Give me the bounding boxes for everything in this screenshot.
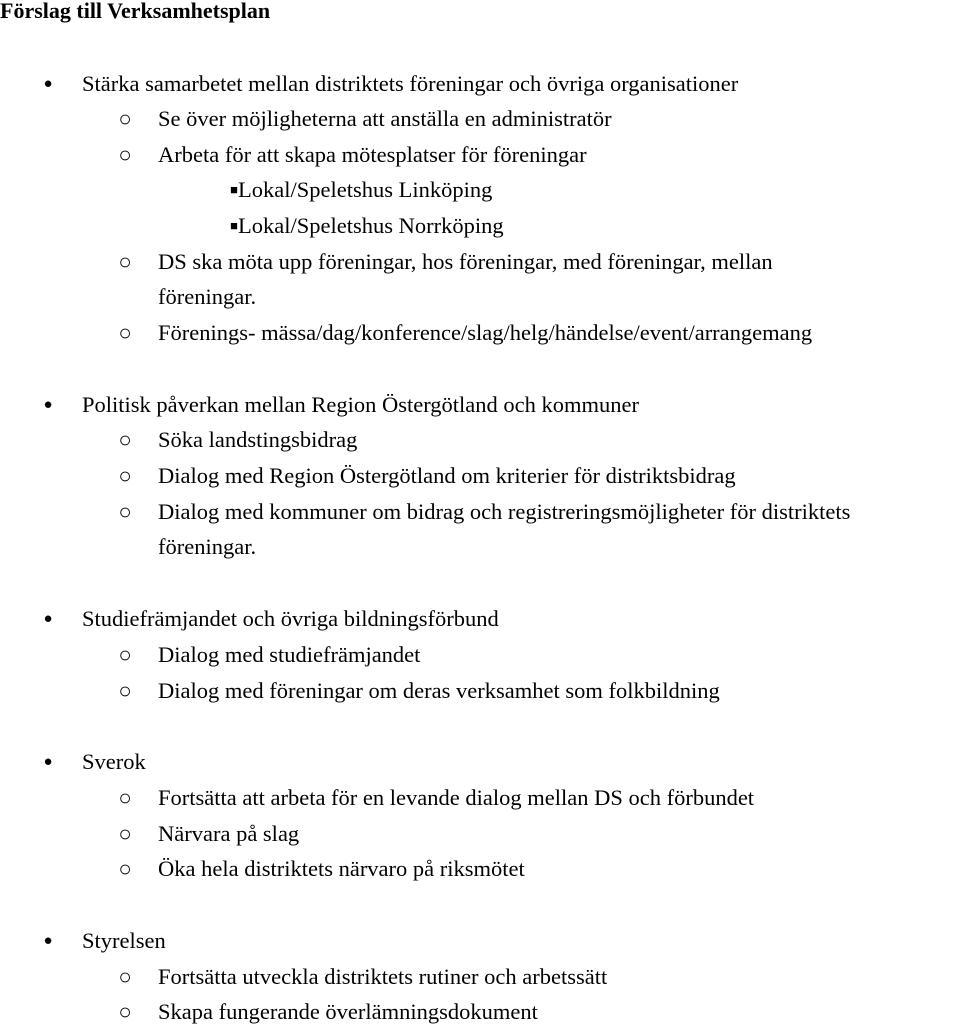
square-bullet-icon: ■ xyxy=(230,182,238,197)
hollow-bullet-icon: ○ xyxy=(118,999,132,1024)
hollow-bullet-icon: ○ xyxy=(118,785,132,810)
sub-list-item-text: Lokal/Speletshus Norrköping xyxy=(238,213,504,238)
section-heading-text: Styrelsen xyxy=(82,928,166,953)
list-item-text: Se över möjligheterna att anställa en administratör xyxy=(158,106,612,131)
list-item-text: Förenings- mässa/dag/konference/slag/helg/händelse/event/arrangemang xyxy=(158,320,813,345)
hollow-bullet-icon: ○ xyxy=(118,964,132,989)
list-item-text: Dialog med studiefrämjandet xyxy=(158,642,421,667)
hollow-bullet-icon: ○ xyxy=(118,642,132,667)
filled-bullet-icon: ● xyxy=(43,611,53,627)
list-item-text: Dialog med kommuner om bidrag och registreringsmöjligheter för distriktets xyxy=(158,499,851,524)
hollow-bullet-icon: ○ xyxy=(118,856,132,881)
section-heading-text: Studiefrämjandet och övriga bildningsförbund xyxy=(82,606,499,631)
list-item-continuation-text: föreningar. xyxy=(158,284,257,309)
list-item-text: Skapa fungerande överlämningsdokument xyxy=(158,999,538,1024)
hollow-bullet-icon: ○ xyxy=(118,463,132,488)
list-item-text: Närvara på slag xyxy=(158,821,300,846)
page-title: Förslag till Verksamhetsplan xyxy=(0,0,271,23)
list-item-text: Öka hela distriktets närvaro på riksmötet xyxy=(158,856,525,881)
square-bullet-icon: ■ xyxy=(230,218,238,233)
list-item-text: Fortsätta utveckla distriktets rutiner och arbetssätt xyxy=(158,964,608,989)
section-heading-text: Stärka samarbetet mellan distriktets föreningar och övriga organisationer xyxy=(82,71,739,96)
list-item-text: Dialog med Region Östergötland om kriterier för distriktsbidrag xyxy=(158,463,736,488)
list-item-text: DS ska möta upp föreningar, hos föreningar, med föreningar, mellan xyxy=(158,249,773,274)
hollow-bullet-icon: ○ xyxy=(118,320,132,345)
filled-bullet-icon: ● xyxy=(43,397,53,413)
list-item-continuation-text: föreningar. xyxy=(158,534,257,559)
hollow-bullet-icon: ○ xyxy=(118,106,132,131)
hollow-bullet-icon: ○ xyxy=(118,142,132,167)
list-item-text: Söka landstingsbidrag xyxy=(158,427,358,452)
hollow-bullet-icon: ○ xyxy=(118,249,132,274)
hollow-bullet-icon: ○ xyxy=(118,427,132,452)
filled-bullet-icon: ● xyxy=(43,76,53,92)
section-heading-text: Sverok xyxy=(82,749,146,774)
list-item-text: Dialog med föreningar om deras verksamhet som folkbildning xyxy=(158,678,720,703)
section-heading-text: Politisk påverkan mellan Region Östergötland och kommuner xyxy=(82,392,639,417)
filled-bullet-icon: ● xyxy=(43,933,53,949)
hollow-bullet-icon: ○ xyxy=(118,678,132,703)
list-item-text: Arbeta för att skapa mötesplatser för föreningar xyxy=(158,142,587,167)
hollow-bullet-icon: ○ xyxy=(118,821,132,846)
hollow-bullet-icon: ○ xyxy=(118,499,132,524)
sub-list-item-text: Lokal/Speletshus Linköping xyxy=(238,177,493,202)
list-item-text: Fortsätta att arbeta för en levande dialog mellan DS och förbundet xyxy=(158,785,755,810)
filled-bullet-icon: ● xyxy=(43,754,53,770)
